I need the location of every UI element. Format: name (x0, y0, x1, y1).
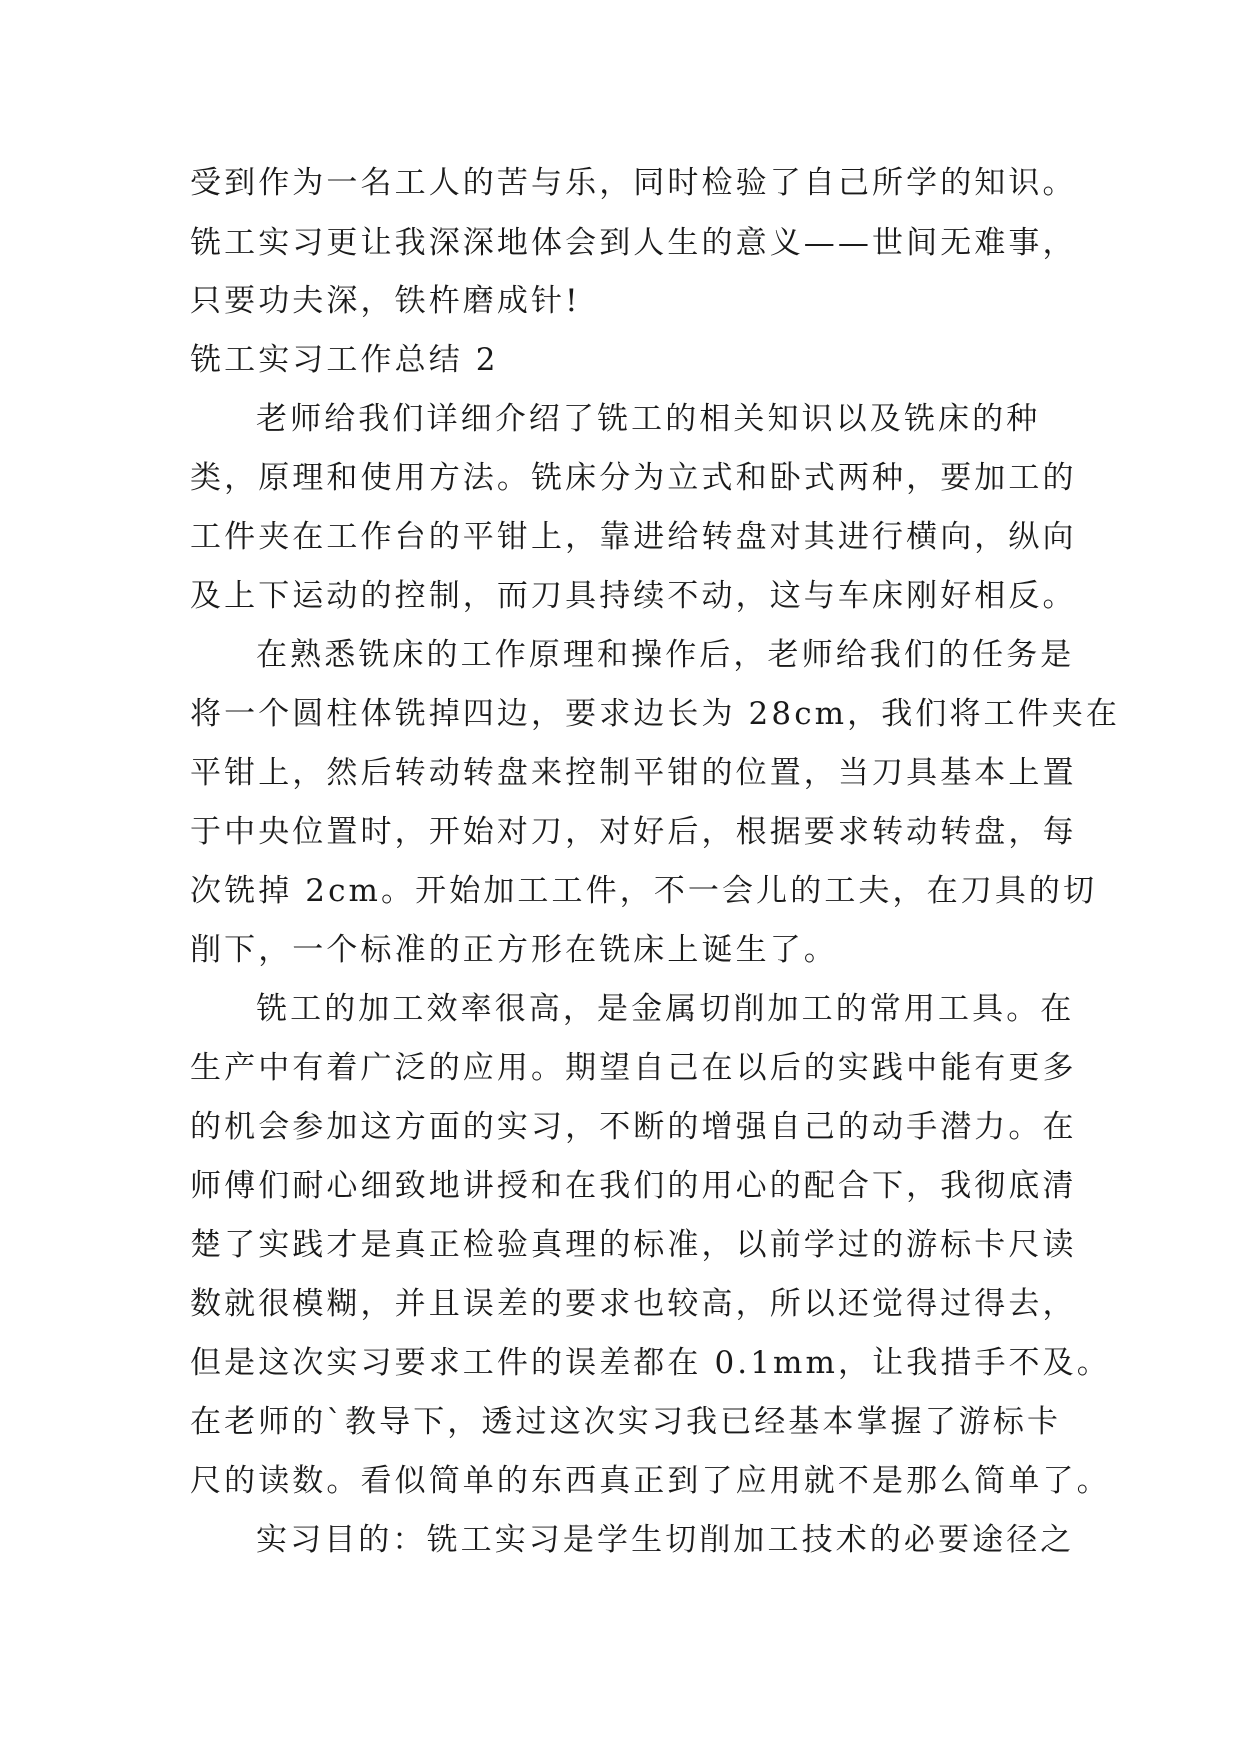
paragraph-3-line-4: 师傅们耐心细致地讲授和在我们的用心的配合下，我彻底清 (190, 1168, 1077, 1204)
paragraph-3-line-9: 尺的读数。看似简单的东西真正到了应用就不是那么简单了。 (190, 1463, 1111, 1499)
text-line-2: 铣工实习更让我深深地体会到人生的意义——世间无难事， (190, 225, 1077, 261)
text-line-1: 受到作为一名工人的苦与乐，同时检验了自己所学的知识。 (190, 165, 1077, 201)
paragraph-2-line-5: 次铣掉 2cm。开始加工工件，不一会儿的工夫，在刀具的切 (190, 873, 1098, 909)
paragraph-3-line-3: 的机会参加这方面的实习，不断的增强自己的动手潜力。在 (190, 1109, 1077, 1145)
paragraph-2-line-4: 于中央位置时，开始对刀，对好后，根据要求转动转盘，每 (190, 814, 1077, 850)
paragraph-2-line-2: 将一个圆柱体铣掉四边，要求边长为 28cm，我们将工件夹在 (190, 696, 1120, 732)
paragraph-3-line-1: 铣工的加工效率很高，是金属切削加工的常用工具。在 (256, 991, 1075, 1027)
paragraph-2-line-6: 削下，一个标准的正方形在铣床上诞生了。 (190, 932, 838, 968)
text-line-3: 只要功夫深，铁杵磨成针! (190, 283, 581, 319)
paragraph-1-line-4: 及上下运动的控制，而刀具持续不动，这与车床刚好相反。 (190, 578, 1077, 614)
paragraph-4-line-1: 实习目的：铣工实习是学生切削加工技术的必要途径之 (256, 1522, 1075, 1558)
paragraph-2-line-1: 在熟悉铣床的工作原理和操作后，老师给我们的任务是 (256, 637, 1075, 673)
paragraph-1-line-1: 老师给我们详细介绍了铣工的相关知识以及铣床的种 (256, 401, 1041, 437)
paragraph-3-line-2: 生产中有着广泛的应用。期望自己在以后的实践中能有更多 (190, 1050, 1077, 1086)
paragraph-1-line-3: 工件夹在工作台的平钳上，靠进给转盘对其进行横向，纵向 (190, 519, 1077, 555)
paragraph-3-line-8: 在老师的`教导下，透过这次实习我已经基本掌握了游标卡 (190, 1404, 1062, 1440)
paragraph-3-line-7: 但是这次实习要求工件的误差都在 0.1mm，让我措手不及。 (190, 1345, 1111, 1381)
paragraph-2-line-3: 平钳上，然后转动转盘来控制平钳的位置，当刀具基本上置 (190, 755, 1077, 791)
paragraph-3-line-5: 楚了实践才是真正检验真理的标准，以前学过的游标卡尺读 (190, 1227, 1077, 1263)
paragraph-3-line-6: 数就很模糊，并且误差的要求也较高，所以还觉得过得去， (190, 1286, 1077, 1322)
paragraph-1-line-2: 类，原理和使用方法。铣床分为立式和卧式两种，要加工的 (190, 460, 1077, 496)
section-heading: 铣工实习工作总结 2 (190, 342, 499, 378)
